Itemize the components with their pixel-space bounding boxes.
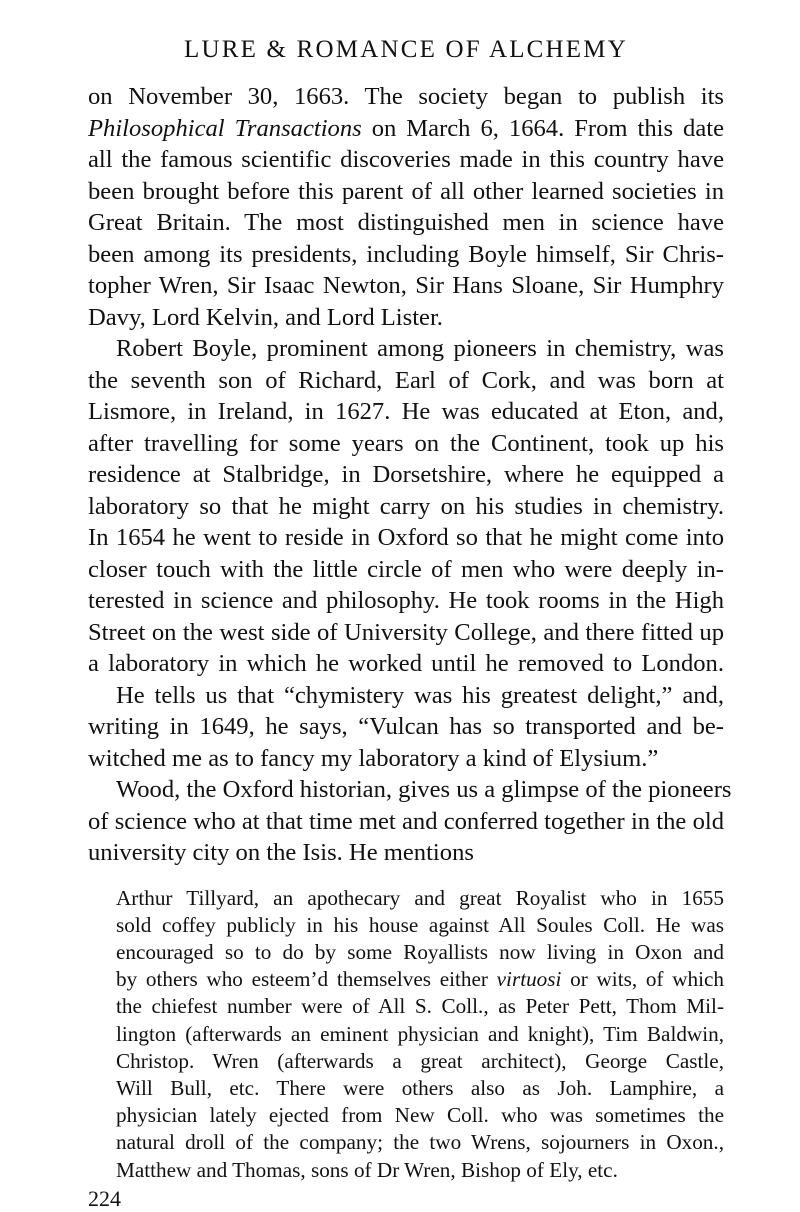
text-line	[116, 966, 724, 993]
text-run: a laboratory in which he worked until he removed to London.	[88, 650, 724, 677]
text-line	[88, 806, 724, 838]
block-quote	[88, 885, 724, 1184]
text-run: Great Britain. The most distinguished men in science have	[88, 209, 724, 236]
text-line	[116, 939, 724, 966]
text-line	[116, 1129, 724, 1156]
text-run: physician lately ejected from New Coll. who was sometimes the	[116, 1103, 724, 1128]
text-run: on March 6, 1664. From this date	[361, 114, 725, 142]
text-line	[88, 176, 724, 208]
text-run: university city on the Isis. He mentions	[88, 839, 474, 866]
text-run: He tells us that “chymistery was his greatest delight,” and,	[116, 681, 724, 709]
text-line	[88, 239, 724, 271]
text-line	[116, 1075, 724, 1102]
body-text	[88, 81, 732, 869]
text-line	[116, 1048, 724, 1075]
text-line	[88, 617, 724, 649]
text-run: natural droll of the company; the two Wrens, sojourners in Oxon.,	[116, 1130, 724, 1155]
text-run: on November 30, 1663. The society began to publish its	[88, 83, 724, 110]
text-line	[88, 270, 724, 302]
text-line	[88, 837, 724, 869]
text-run: Matthew and Thomas, sons of Dr Wren, Bishop of Ely, etc.	[116, 1157, 618, 1182]
book-page	[88, 30, 732, 1212]
text-line	[88, 396, 724, 428]
text-line	[116, 885, 724, 912]
text-line	[88, 648, 724, 680]
text-run: Wood, the Oxford historian, gives us a glimpse of the pioneers	[116, 776, 732, 803]
text-line	[88, 743, 724, 775]
italic-text: virtuosi	[496, 967, 562, 992]
text-line	[88, 113, 724, 145]
text-line	[88, 428, 724, 460]
text-run: by others who esteem’d themselves either	[116, 967, 497, 992]
italic-text: Philosophical Transactions	[88, 114, 362, 142]
text-run: closer touch with the little circle of men who were deeply in-	[88, 555, 724, 583]
text-run: residence at Stalbridge, in Dorsetshire, where he equipped a	[88, 461, 724, 488]
text-line	[88, 207, 724, 239]
text-line	[116, 1102, 724, 1129]
text-run: encouraged so to do by some Royallists now living in Oxon and	[116, 939, 724, 964]
text-run: Will Bull, etc. There were others also as Joh. Lamphire, a	[116, 1075, 724, 1100]
text-line	[88, 144, 724, 176]
text-line	[88, 774, 732, 806]
text-line	[88, 459, 724, 491]
text-run: been brought before this parent of all other learned societies in	[88, 177, 724, 205]
text-run: writing in 1649, he says, “Vulcan has so transported and be-	[88, 713, 724, 740]
text-line	[88, 302, 724, 334]
text-run: the seventh son of Richard, Earl of Cork, and was born at	[88, 366, 724, 394]
text-line	[88, 585, 724, 617]
text-line	[116, 912, 724, 939]
text-run: Davy, Lord Kelvin, and Lord Lister.	[88, 303, 443, 331]
text-run: witched me as to fancy my laboratory a kind of Elysium.”	[88, 744, 659, 772]
text-line	[88, 81, 724, 113]
text-line	[116, 993, 724, 1020]
text-run: topher Wren, Sir Isaac Newton, Sir Hans Sloane, Sir Humphry	[88, 272, 724, 299]
text-line	[116, 1157, 724, 1184]
text-run: Lismore, in Ireland, in 1627. He was educated at Eton, and,	[88, 398, 724, 425]
text-line	[88, 554, 724, 586]
text-line	[88, 680, 724, 712]
text-line	[88, 522, 724, 554]
text-run: Robert Boyle, prominent among pioneers in chemistry, was	[116, 335, 724, 362]
text-run: of science who at that time met and conferred together in the old	[88, 807, 724, 835]
text-line	[88, 491, 724, 523]
text-run: the chiefest number were of All S. Coll., as Peter Pett, Thom Mil-	[116, 994, 724, 1019]
text-run: Arthur Tillyard, an apothecary and great Royalist who in 1655	[116, 885, 724, 910]
text-line	[88, 711, 724, 743]
text-run: Christop. Wren (afterwards a great architect), George Castle,	[116, 1048, 724, 1073]
text-run: Street on the west side of University College, and there fitted up	[88, 618, 724, 646]
text-line	[88, 365, 724, 397]
text-run: all the famous scientific discoveries made in this country have	[88, 146, 724, 173]
text-line	[88, 333, 724, 365]
text-run: after travelling for some years on the Continent, took up his	[88, 429, 724, 457]
text-run: laboratory so that he might carry on his studies in chemistry.	[88, 492, 724, 520]
running-head: LURE & ROMANCE OF ALCHEMY	[184, 36, 628, 63]
text-run: sold coffey publicly in his house against All Soules Coll. He was	[116, 912, 724, 937]
page-number: 224	[88, 1185, 121, 1211]
text-run: In 1654 he went to reside in Oxford so that he might come into	[88, 524, 724, 551]
text-run: been among its presidents, including Boyle himself, Sir Chris-	[88, 240, 724, 268]
text-run: or wits, of which	[561, 967, 724, 992]
text-run: lington (afterwards an eminent physician and knight), Tim Baldwin,	[116, 1021, 724, 1046]
text-run: terested in science and philosophy. He took rooms in the High	[88, 587, 724, 614]
text-line	[116, 1021, 724, 1048]
